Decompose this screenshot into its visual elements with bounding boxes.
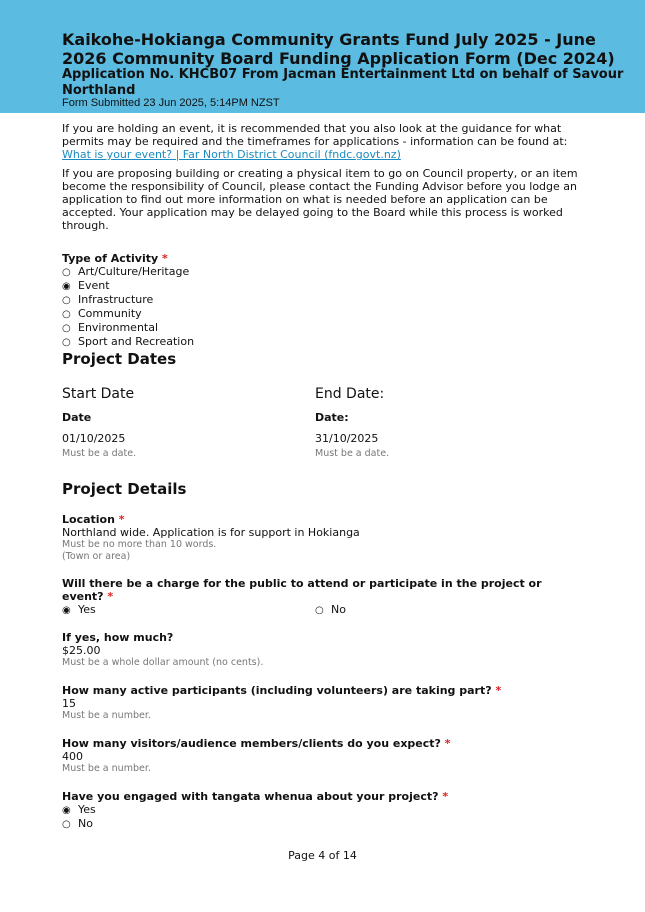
charge-amount-label: If yes, how much? — [62, 631, 174, 644]
charge-no-option[interactable] — [315, 603, 346, 617]
radio-unselected-icon: ○ — [62, 267, 71, 278]
activity-option-label: Community — [78, 307, 142, 320]
start-date-hint: Must be a date. — [62, 448, 137, 459]
activity-option[interactable] — [62, 321, 582, 335]
activity-option-label: Environmental — [78, 321, 159, 334]
visitors-label-text: How many visitors/audience members/clients do you expect? — [62, 737, 441, 750]
project-details-heading: Project Details — [62, 480, 187, 498]
charge-yes-option[interactable] — [62, 603, 96, 617]
activity-option[interactable] — [62, 293, 582, 307]
engaged-yes-option[interactable] — [62, 803, 602, 817]
event-guidance-text: If you are holding an event, it is recommended that you also look at the guidance for what permits may be required and the timeframes for applications - information can be found at: — [62, 122, 568, 148]
participants-value: 15 — [62, 697, 76, 710]
required-marker: * — [444, 737, 451, 750]
end-date-label: Date: — [315, 411, 349, 424]
charge-amount-hint: Must be a whole dollar amount (no cents). — [62, 657, 264, 668]
form-title: Kaikohe-Hokianga Community Grants Fund July 2025 - June 2026 Community Board Funding Application Form (Dec 2024) — [62, 30, 615, 68]
radio-unselected-icon: ○ — [62, 309, 71, 320]
participants-field — [62, 684, 602, 722]
engaged-no-option[interactable] — [62, 817, 602, 831]
project-dates-heading: Project Dates — [62, 350, 177, 368]
start-date-value: 01/10/2025 — [62, 432, 126, 445]
radio-selected-icon: ◉ — [62, 805, 71, 816]
radio-unselected-icon: ○ — [62, 295, 71, 306]
required-marker: * — [107, 590, 114, 603]
activity-option-label: Event — [78, 279, 110, 292]
participants-label-text: How many active participants (including volunteers) are taking part? — [62, 684, 492, 697]
activity-option[interactable] — [62, 307, 582, 321]
end-date-hint: Must be a date. — [315, 448, 390, 459]
engaged-no-label: No — [78, 817, 93, 830]
required-marker: * — [118, 513, 125, 526]
end-date-value: 31/10/2025 — [315, 432, 379, 445]
charge-amount-value: $25.00 — [62, 644, 101, 657]
header-banner — [0, 0, 645, 113]
activity-type-label — [62, 252, 582, 265]
engaged-yes-label: Yes — [78, 803, 96, 816]
radio-selected-icon: ◉ — [62, 281, 71, 292]
activity-option-label: Sport and Recreation — [78, 335, 195, 348]
radio-selected-icon: ◉ — [62, 605, 71, 616]
location-hint: Must be no more than 10 words. — [62, 539, 217, 550]
activity-option-label: Art/Culture/Heritage — [78, 265, 190, 278]
required-marker: * — [161, 252, 168, 265]
location-value: Northland wide. Application is for support in Hokianga — [62, 526, 360, 539]
participants-label — [62, 684, 602, 697]
activity-type-label-text: Type of Activity — [62, 252, 159, 265]
location-hint-2: (Town or area) — [62, 551, 131, 562]
activity-option-label: Infrastructure — [78, 293, 154, 306]
visitors-field — [62, 737, 602, 775]
required-marker: * — [442, 790, 449, 803]
location-label — [62, 513, 582, 526]
location-field — [62, 513, 582, 563]
charge-no-label: No — [331, 603, 346, 616]
tangata-whenua-label — [62, 790, 602, 803]
radio-unselected-icon: ○ — [62, 323, 71, 334]
participants-hint: Must be a number. — [62, 710, 151, 721]
charge-label — [62, 577, 562, 603]
visitors-value: 400 — [62, 750, 83, 763]
required-marker: * — [495, 684, 502, 697]
form-content — [62, 122, 582, 349]
charge-question — [62, 577, 562, 603]
end-date-heading: End Date: — [315, 386, 385, 402]
event-guidance-link[interactable]: What is your event? | Far North District Council (fndc.govt.nz) — [62, 148, 401, 161]
building-guidance: If you are proposing building or creating a physical item to go on Council property, or an item become the responsibility of Council, please contact the Funding Advisor before you lodge an application to find out more information on what is needed before an application can be accepted. Your application may be delayed going to the Board while this process is worked through. — [62, 167, 578, 232]
radio-unselected-icon: ○ — [62, 819, 71, 830]
radio-unselected-icon: ○ — [315, 605, 324, 616]
tangata-whenua-field — [62, 790, 602, 831]
charge-amount-field — [62, 631, 582, 669]
activity-option[interactable] — [62, 265, 582, 279]
radio-unselected-icon: ○ — [62, 337, 71, 348]
submitted-timestamp: Form Submitted 23 Jun 2025, 5:14PM NZST — [62, 97, 280, 109]
charge-label-text: Will there be a charge for the public to attend or participate in the project or event? — [62, 577, 542, 603]
charge-yes-label: Yes — [78, 603, 96, 616]
start-date-label: Date — [62, 411, 92, 424]
page-number: Page 4 of 14 — [288, 849, 357, 862]
visitors-hint: Must be a number. — [62, 763, 151, 774]
event-guidance — [62, 122, 582, 161]
activity-option[interactable] — [62, 335, 582, 349]
activity-type-options — [62, 265, 582, 349]
activity-option[interactable] — [62, 279, 582, 293]
application-number: Application No. KHCB07 From Jacman Entertainment Ltd on behalf of Savour Northland — [62, 67, 624, 98]
start-date-heading: Start Date — [62, 386, 135, 402]
visitors-label — [62, 737, 602, 750]
tangata-whenua-label-text: Have you engaged with tangata whenua about your project? — [62, 790, 439, 803]
location-label-text: Location — [62, 513, 115, 526]
